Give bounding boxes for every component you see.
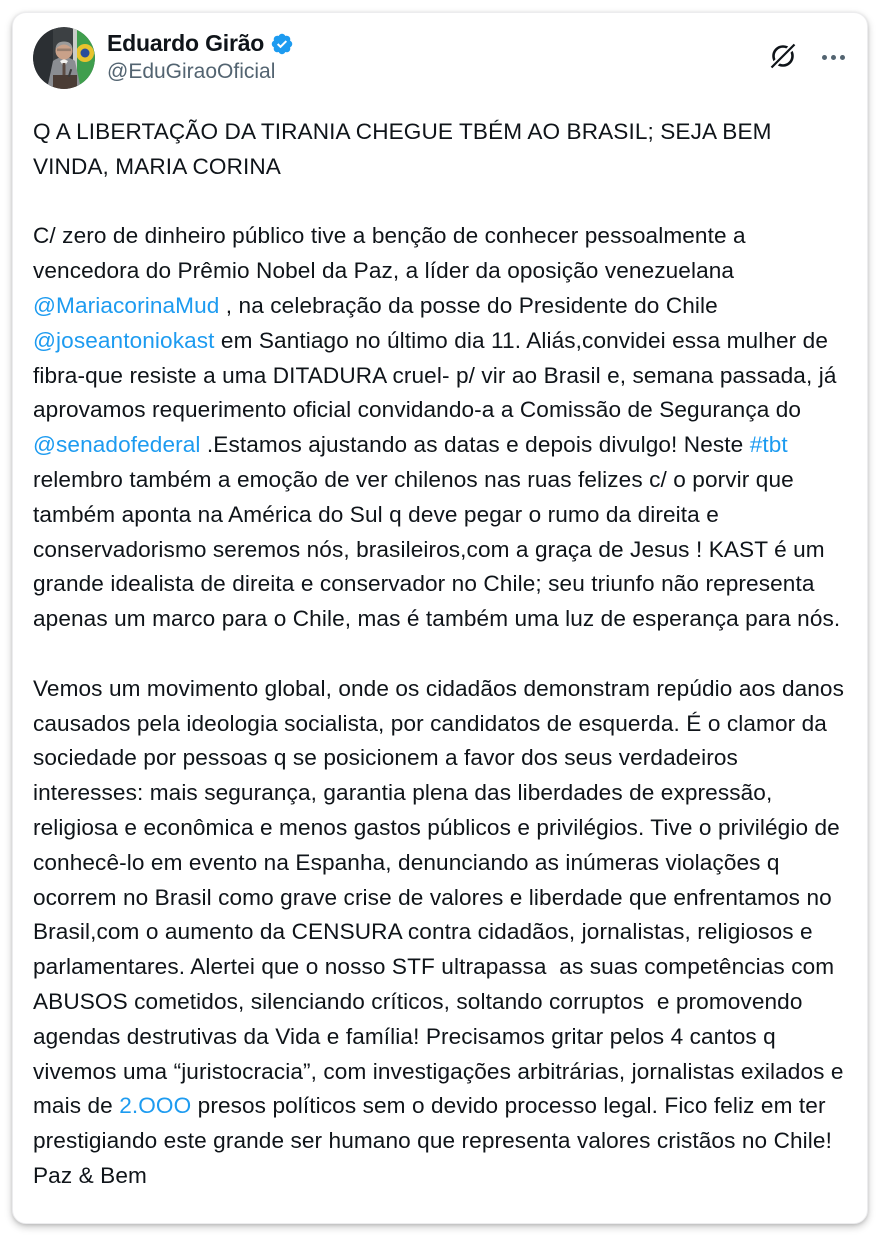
tweet-card [12,12,868,1224]
tweet-text-segment: Q A LIBERTAÇÃO DA TIRANIA CHEGUE TBÉM AO BRASIL; SEJA BEM VINDA, MARIA CORINA [33,119,778,179]
tweet-header [33,27,847,89]
link-link[interactable]: 2.OOO [119,1093,192,1119]
tweet-text-segment: Vemos um movimento global, onde os cidadãos demonstram repúdio aos danos causados pela ideologia socialista, por candidatos de esquerda. É o clamor da sociedade por pessoas q se posicionem a favor dos seus verdadeiros interesses: mais segurança, garantia plena das liberdades de expressão, religiosa e econômica e menos gastos públicos e privilégios. Tive o privilégio de conhecê-lo em evento na Espanha, denunciando as inúmeras violações q ocorrem no Brasil como grave crise de valores e liberdade que enfrentamos no Brasil,com o aumento da CENSURA contra cidadãos, jornalistas, religiosos e parlamentares. Alertei que o nosso STF ultrapassa as suas competências com ABUSOS cometidos, silenciando críticos, soltando corruptos e promovendo agendas destrutivas da Vida e família! Precisamos gritar pelos 4 cantos q vivemos uma “juristocracia”, com investigações arbitrárias, jornalistas exilados e mais de [33,675,851,1119]
more-horizontal-icon [822,55,845,60]
author-name[interactable]: Eduardo Girão [107,30,265,56]
tweet-paragraph [33,672,851,1194]
mention-link[interactable]: @joseantoniokast [33,327,215,353]
tweet-text-segment: em Santiago no último dia 11. Aliás,convidei essa mulher de fibra-que resiste a uma DITADURA cruel- p/ vir ao Brasil e, semana passada, já aprovamos requerimento oficial convidando-a a Comissão de Segurança do [33,327,850,423]
tweet-text-segment: C/ zero de dinheiro público tive a benção de conhecer pessoalmente a vencedora do Prêmio Nobel da Paz, a líder da oposição venezuelana [33,223,753,284]
tweet-text-segment: .Estamos ajustando as datas e depois divulgo! Neste [200,432,750,458]
more-button[interactable] [820,53,847,62]
avatar-image [33,27,95,89]
mention-link[interactable]: @MariacorinaMud [33,292,220,318]
mention-link[interactable]: @senadofederal [33,432,201,458]
tweet-text [33,115,851,1194]
author-handle[interactable]: @EduGiraoOficial [107,60,276,83]
tweet-paragraph [33,219,850,637]
grok-button[interactable] [764,37,802,78]
author-block [107,27,764,84]
tweet-text-segment: relembro também a emoção de ver chilenos nas ruas felizes c/ o porvir que também aponta na América do Sul q deve pegar o rumo da direita e conservadorismo seremos nós, brasileiros,com a graça de Jesus ! KAST é um grande idealista de direita e conservador no Chile; seu triunfo não representa apenas um marco para o Chile, mas é também uma luz de esperança para nós. [33,432,841,632]
tweet-paragraph [33,115,847,185]
tweet-text-segment: , na celebração da posse do Presidente do Chile [219,292,725,318]
verified-badge-icon [270,32,294,56]
avatar[interactable] [33,27,95,89]
grok-icon [766,39,800,76]
tweet-text-segment: presos políticos sem o devido processo legal. Fico feliz em ter prestigiando este grande ser humano que representa valores cristãos no Chile! Paz & Bem [33,1093,839,1188]
hashtag-link[interactable]: #tbt [749,432,788,458]
header-actions [764,27,847,78]
